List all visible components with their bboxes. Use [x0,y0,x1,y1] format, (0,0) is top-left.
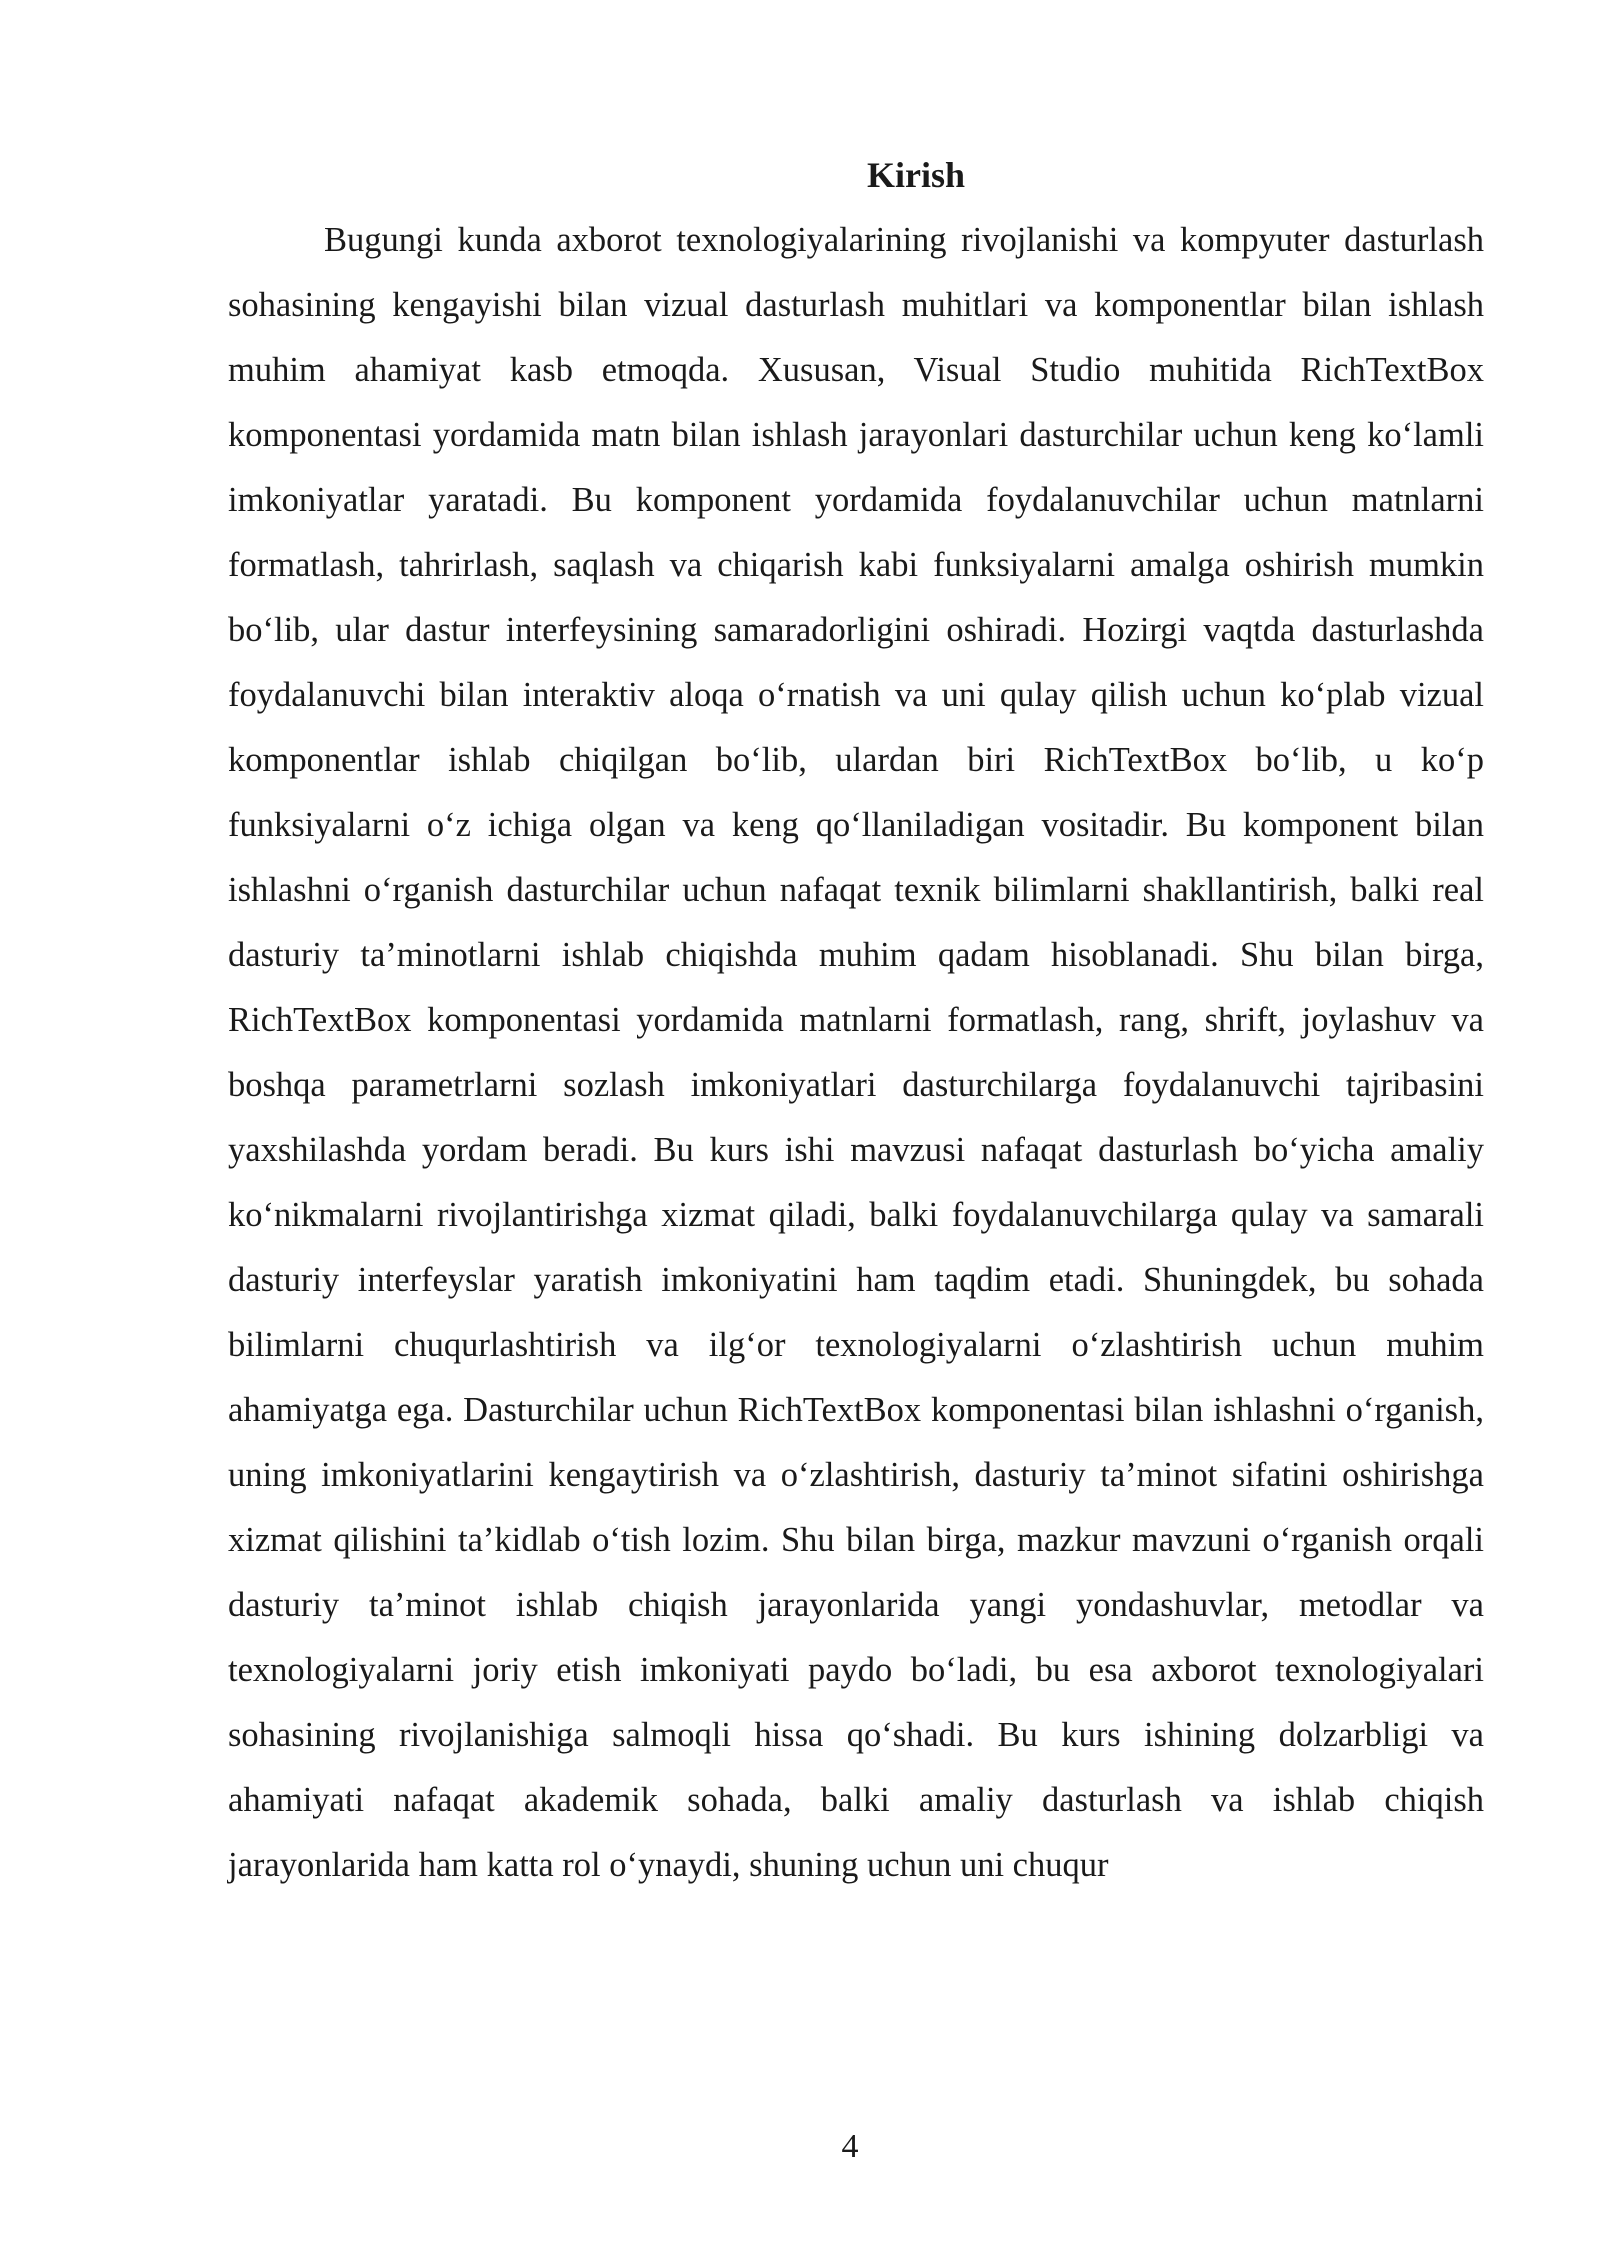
page-number: 4 [841,2128,859,2165]
page-content [228,143,1484,1898]
body-paragraph: Bugungi kunda axborot texnologiyalarining rivojlanishi va kompyuter dasturlash sohasining kengayishi bilan vizual dasturlash muhitlari va komponentlar bilan ishlash muhim ahamiyat kasb etmoqda. Xususan, Visual Studio muhitida RichTextBox komponentasi yordamida matn bilan ishlash jarayonlari dasturchilar uchun keng ko‘lamli imkoniyatlar yaratadi. Bu komponent yordamida foydalanuvchilar uchun matnlarni formatlash, tahrirlash, saqlash va chiqarish kabi funksiyalarni amalga oshirish mumkin bo‘lib, ular dastur interfeysining samaradorligini oshiradi. Hozirgi vaqtda dasturlashda foydalanuvchi bilan interaktiv aloqa o‘rnatish va uni qulay qilish uchun ko‘plab vizual komponentlar ishlab chiqilgan bo‘lib, ulardan biri RichTextBox bo‘lib, u ko‘p funksiyalarni o‘z ichiga olgan va keng qo‘llaniladigan vositadir. Bu komponent bilan ishlashni o‘rganish dasturchilar uchun nafaqat texnik bilimlarni shakllantirish, balki real dasturiy ta’minotlarni ishlab chiqishda muhim qadam hisoblanadi. Shu bilan birga, RichTextBox komponentasi yordamida matnlarni formatlash, rang, shrift, joylashuv va boshqa parametrlarni sozlash imkoniyatlari dasturchilarga foydalanuvchi tajribasini yaxshilashda yordam beradi. Bu kurs ishi mavzusi nafaqat dasturlash bo‘yicha amaliy ko‘nikmalarni rivojlantirishga xizmat qiladi, balki foydalanuvchilarga qulay va samarali dasturiy interfeyslar yaratish imkoniyatini ham taqdim etadi. Shuningdek, bu sohada bilimlarni chuqurlashtirish va ilg‘or texnologiyalarni o‘zlashtirish uchun muhim ahamiyatga ega. Dasturchilar uchun RichTextBox komponentasi bilan ishlashni o‘rganish, uning imkoniyatlarini kengaytirish va o‘zlashtirish, dasturiy ta’minot sifatini oshirishga xizmat qilishini ta’kidlab o‘tish lozim. Shu bilan birga, mazkur mavzuni o‘rganish orqali dasturiy ta’minot ishlab chiqish jarayonlarida yangi yondashuvlar, metodlar va texnologiyalarni joriy etish imkoniyati paydo bo‘ladi, bu esa axborot texnologiyalari sohasining rivojlanishiga salmoqli hissa qo‘shadi. Bu kurs ishining dolzarbligi va ahamiyati nafaqat akademik sohada, balki amaliy dasturlash va ishlab chiqish jarayonlarida ham katta rol o‘ynaydi, shuning uchun uni chuqur [228,221,1484,1884]
section-title: Kirish [866,155,965,195]
